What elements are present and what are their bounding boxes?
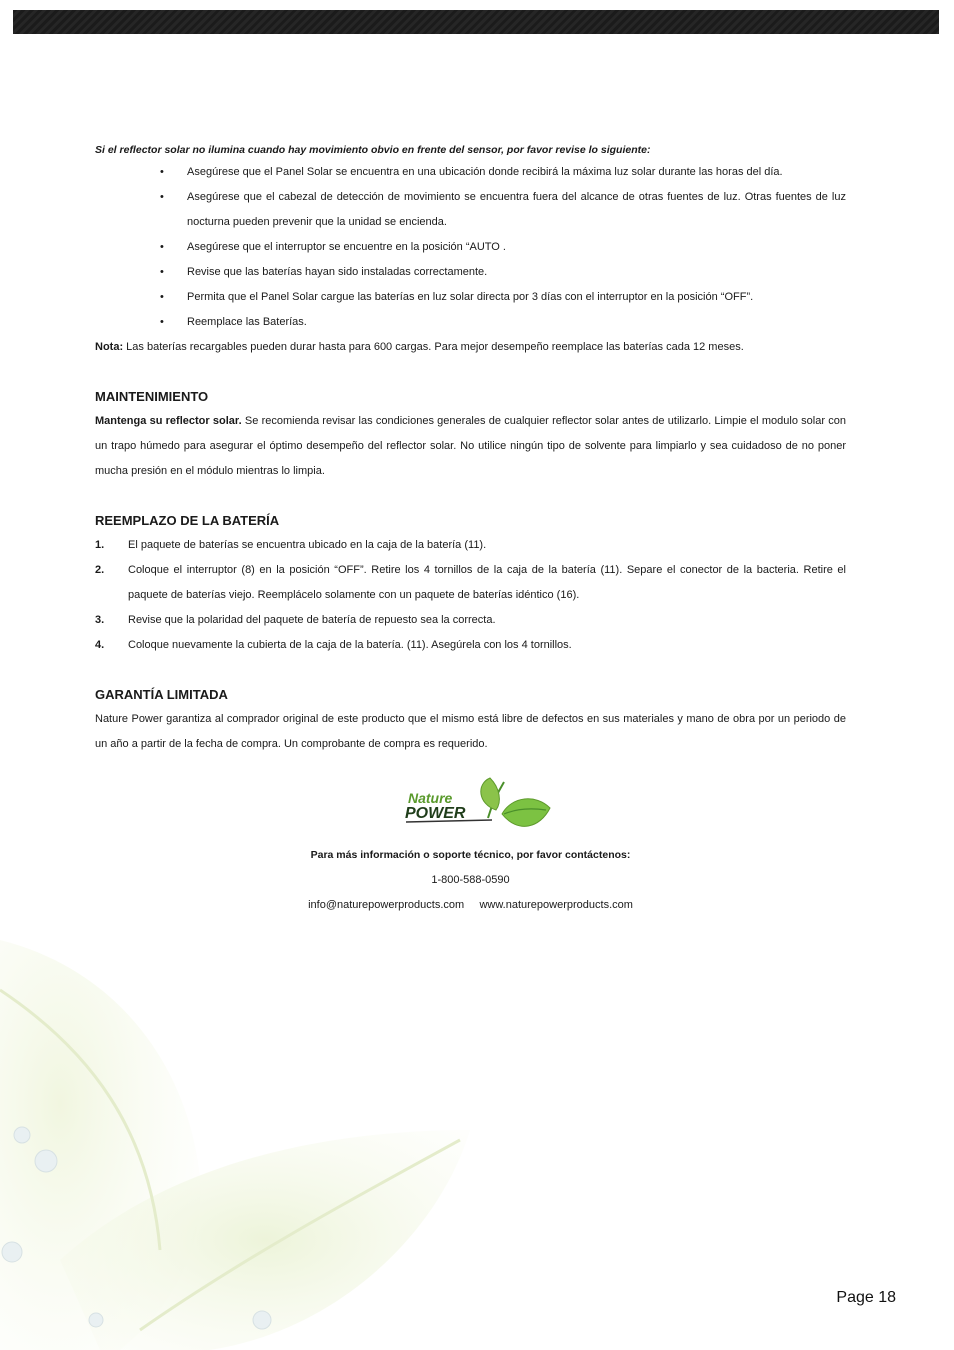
list-item: • Permita que el Panel Solar cargue las baterías en luz solar directa por 3 días con el interruptor en la posición “OFF”. <box>160 285 846 310</box>
battery-section <box>95 509 846 658</box>
svg-text:Nature: Nature <box>408 790 453 806</box>
troubleshooting-checklist <box>95 160 846 335</box>
leaf-background-graphic <box>0 930 520 1350</box>
contact-phone: 1-800-588-0590 <box>431 874 510 886</box>
list-item: • Asegúrese que el Panel Solar se encuentra en una ubicación donde recibirá la máxima luz solar durante las horas del día. <box>160 160 846 185</box>
list-item: • Asegúrese que el interruptor se encuentre en la posición “AUTO . <box>160 235 846 260</box>
troubleshooting-intro: Si el reflector solar no ilumina cuando hay movimiento obvio en frente del sensor, por favor revise lo siguiente: <box>95 144 651 156</box>
page-content <box>95 140 846 757</box>
bullet: • <box>160 166 164 178</box>
maintenance-lead: Mantenga su reflector solar. <box>95 415 242 427</box>
list-item: • Revise que las baterías hayan sido instaladas correctamente. <box>160 260 846 285</box>
list-item: 3. Revise que la polaridad del paquete de batería de repuesto sea la correcta. <box>95 608 846 633</box>
warranty-heading: GARANTÍA LIMITADA <box>95 687 228 702</box>
bullet: • <box>160 266 164 278</box>
bullet: • <box>160 241 164 253</box>
maintenance-body: Se recomienda revisar las condiciones generales de cualquier reflector solar antes de utilizarlo. Limpie el modulo solar con un trapo húmedo para asegurar el óptimo desempeño del reflector solar. No utilice ningún tipo de solvente para limpiarlo y sea cuidadoso de no poner mucha presión en el módulo mientras lo limpia. <box>95 415 846 477</box>
maintenance-section <box>95 385 846 484</box>
contact-links <box>95 893 846 918</box>
list-item: 2. Coloque el interruptor (8) en la posición “OFF”. Retire los 4 tornillos de la caja de la batería (11). Separe el conector de la bacteria. Retire el paquete de baterías viejo. Reemplácelo solamente con un paquete de baterías idéntico (16). <box>95 558 846 608</box>
leaf-icon <box>400 774 552 838</box>
warranty-section <box>95 683 846 757</box>
battery-heading: REEMPLAZO DE LA BATERÍA <box>95 513 280 528</box>
step-number: 1. <box>95 539 105 551</box>
step-number: 4. <box>95 639 105 651</box>
battery-note <box>95 335 846 360</box>
note-label: Nota: <box>95 341 124 353</box>
contact-email[interactable]: info@naturepowerproducts.com <box>308 899 465 911</box>
header-bar <box>13 10 939 34</box>
bullet: • <box>160 291 164 303</box>
contact-block <box>95 843 846 918</box>
warranty-text: Nature Power garantiza al comprador original de este producto que el mismo está libre de defectos en sus materiales y mano de obra por un periodo de un año a partir de la fecha de compra. Un comprobante de compra es requerido. <box>95 713 846 750</box>
svg-text:POWER: POWER <box>405 805 466 822</box>
maintenance-text <box>95 409 846 484</box>
maintenance-heading: MAINTENIMIENTO <box>95 389 209 404</box>
contact-website[interactable]: www.naturepowerproducts.com <box>479 899 633 911</box>
list-item: 4. Coloque nuevamente la cubierta de la caja de la batería. (11). Asegúrela con los 4 tornillos. <box>95 633 846 658</box>
list-item: • Asegúrese que el cabezal de detección de movimiento se encuentra fuera del alcance de otras fuentes de luz. Otras fuentes de luz nocturna pueden prevenir que la unidad se encienda. <box>160 185 846 235</box>
step-number: 3. <box>95 614 105 626</box>
list-item: 1. El paquete de baterías se encuentra ubicado en la caja de la batería (11). <box>95 533 846 558</box>
battery-steps <box>95 533 846 658</box>
list-item: • Reemplace las Baterías. <box>160 310 846 335</box>
nature-power-logo <box>400 774 552 838</box>
bullet: • <box>160 191 164 203</box>
contact-lead: Para más información o soporte técnico, por favor contáctenos: <box>310 849 631 861</box>
bullet: • <box>160 316 164 328</box>
note-text: Las baterías recargables pueden durar hasta para 600 cargas. Para mejor desempeño reemplace las baterías cada 12 meses. <box>123 341 744 353</box>
step-number: 2. <box>95 564 105 576</box>
page-number: Page 18 <box>836 1289 896 1306</box>
